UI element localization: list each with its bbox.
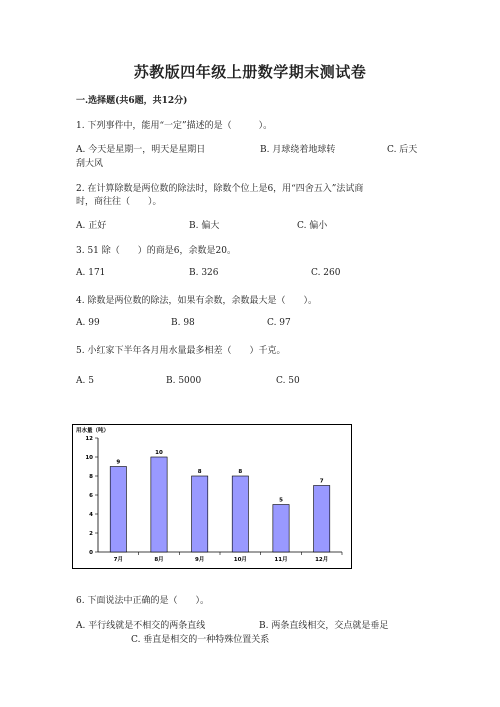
question-2-stem: 2. 在计算除数是两位数的除法时，除数个位上是6，用“四舍五入”法试商 [76, 184, 364, 194]
question-2-option-b: B. 偏大 [189, 221, 220, 231]
question-2-option-c: C. 偏小 [297, 221, 328, 231]
chart-bar [151, 457, 167, 552]
chart-y-tick-label: 0 [89, 550, 93, 556]
chart-y-tick-label: 2 [89, 531, 93, 537]
question-6-option-b: B. 两条直线相交，交点就是垂足 [259, 621, 389, 631]
chart-x-tick-label: 10月 [233, 557, 247, 563]
question-5-option-b: B. 5000 [166, 376, 202, 386]
chart-y-tick-label: 8 [89, 474, 93, 480]
question-2-option-a: A. 正好 [76, 221, 107, 231]
chart-y-axis-label: 用水量（吨） [76, 428, 110, 434]
chart-data-label: 10 [155, 450, 163, 456]
exam-title: 苏教版四年级上册数学期末测试卷 [133, 63, 367, 81]
chart-y-tick-label: 6 [89, 493, 93, 499]
question-1-stem: 1. 下列事件中，能用“一定”描述的是（ ）。 [76, 121, 273, 131]
question-3-option-b: B. 326 [189, 268, 219, 278]
question-5-option-a: A. 5 [76, 376, 94, 386]
question-6-option-c: C. 垂直是相交的一种特殊位置关系 [131, 635, 270, 645]
chart-y-tick-label: 12 [85, 436, 93, 442]
chart-bar [192, 476, 208, 552]
chart-x-tick-label: 9月 [195, 557, 205, 563]
chart-x-tick-label: 12月 [315, 557, 329, 563]
question-2-stem-continued: 时，商往往（ ）。 [76, 197, 162, 207]
section-heading: 一.选择题(共6题，共12分) [76, 96, 188, 106]
question-3-option-a: A. 171 [76, 268, 106, 278]
chart-data-label: 5 [279, 497, 283, 504]
question-4-option-c: C. 97 [267, 318, 291, 328]
chart-data-label: 7 [319, 478, 324, 485]
question-5-stem: 5. 小红家下半年各月用水量最多相差（ ）千克。 [76, 346, 286, 356]
question-1-option-a: A. 今天是星期一，明天是星期日 [76, 145, 206, 155]
question-3-stem: 3. 51 除（ ）的商是6，余数是20。 [76, 246, 236, 256]
chart-bar [110, 467, 126, 553]
question-4-option-a: A. 99 [76, 318, 100, 328]
question-1-option-c-continued: 刮大风 [76, 159, 104, 169]
question-6-stem: 6. 下面说法中正确的是（ ）。 [76, 596, 209, 606]
chart-y-tick-label: 4 [89, 512, 93, 518]
chart-bar [232, 476, 248, 552]
chart-x-tick-label: 7月 [113, 557, 123, 563]
chart-data-label: 8 [197, 469, 202, 475]
water-usage-bar-chart [72, 424, 352, 569]
chart-bar [314, 486, 330, 553]
chart-x-tick-label: 8月 [154, 557, 164, 563]
question-3-option-c: C. 260 [311, 268, 341, 278]
chart-y-tick-label: 10 [85, 455, 93, 461]
chart-x-tick-label: 11月 [274, 557, 288, 563]
question-1-option-b: B. 月球绕着地球转 [260, 145, 336, 155]
question-4-option-b: B. 98 [171, 318, 195, 328]
question-5-option-c: C. 50 [276, 376, 300, 386]
chart-data-label: 9 [116, 459, 121, 466]
question-6-option-a: A. 平行线就是不相交的两条直线 [76, 621, 206, 631]
chart-bar [273, 505, 289, 553]
question-4-stem: 4. 除数是两位数的除法，如果有余数，余数最大是（ ）。 [76, 296, 317, 306]
chart-svg [72, 424, 352, 569]
question-1-option-c: C. 后天 [387, 145, 418, 155]
chart-data-label: 8 [238, 469, 243, 475]
